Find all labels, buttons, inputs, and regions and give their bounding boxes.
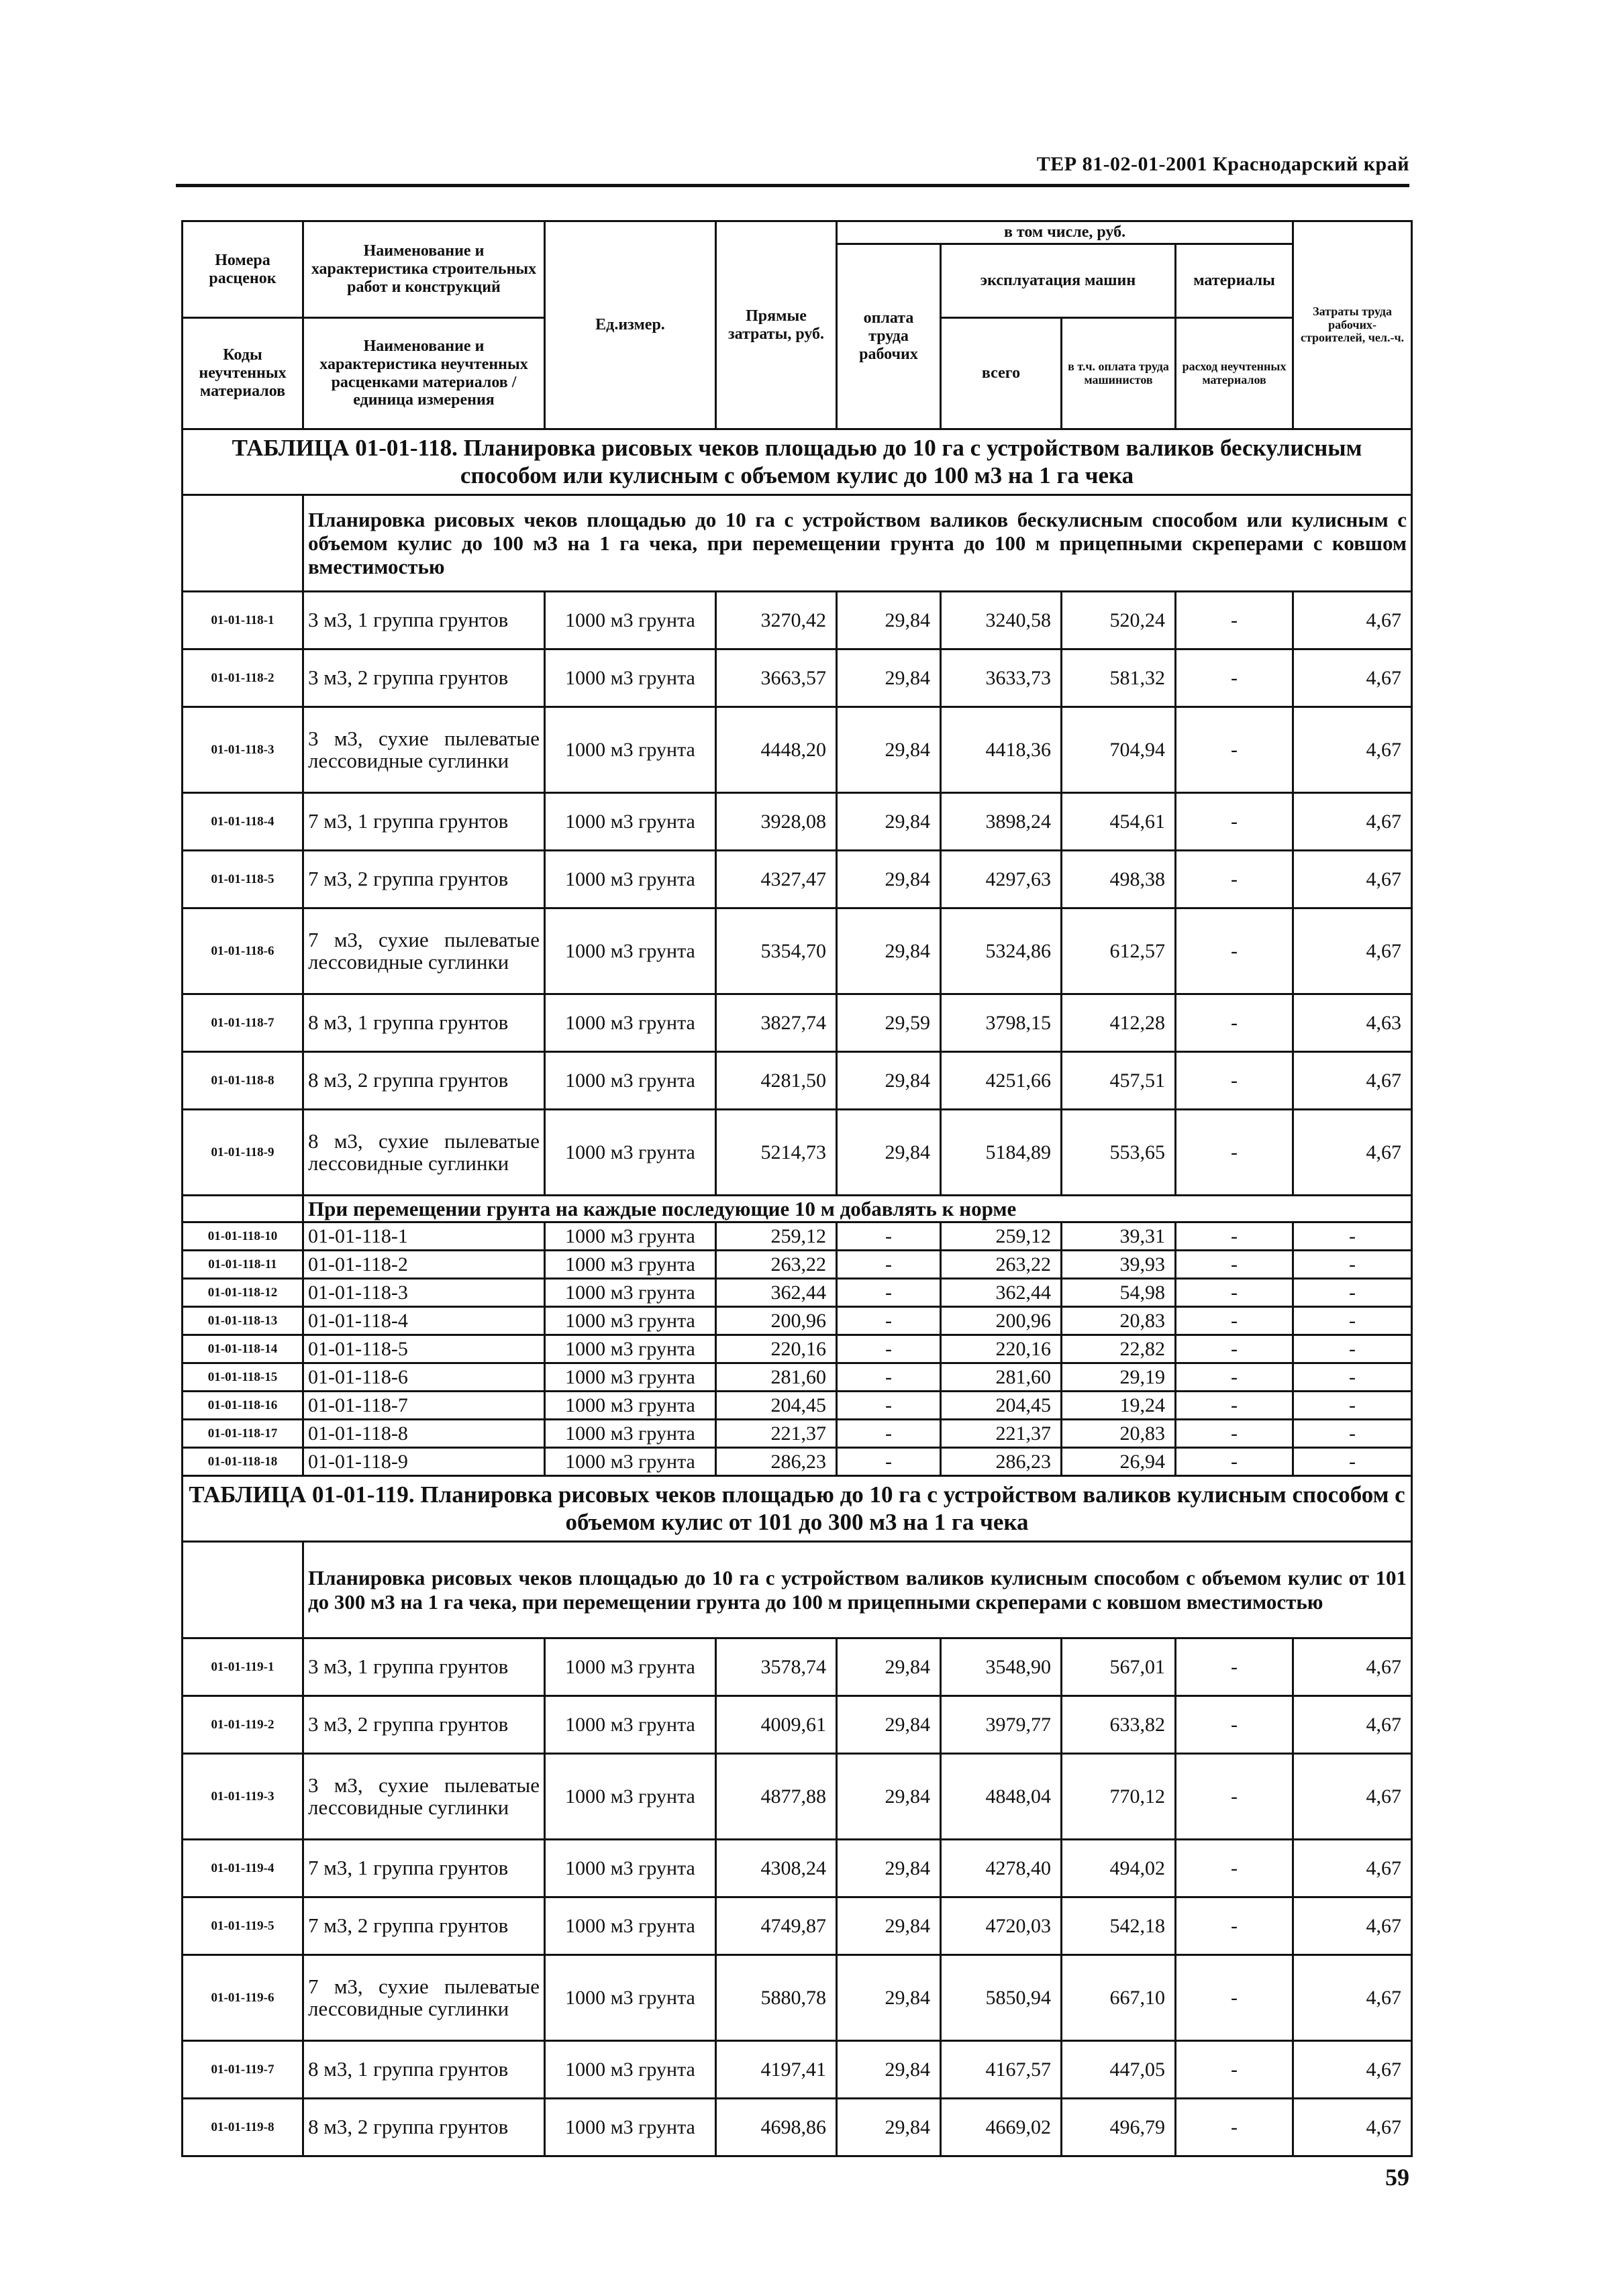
- labor: -: [1293, 1307, 1412, 1335]
- table-row: [183, 1696, 1412, 1754]
- unit: 1000 м3 грунта: [545, 1279, 716, 1307]
- table-row: [183, 1392, 1412, 1420]
- labor: 4,67: [1293, 1840, 1412, 1897]
- operators-wage: 22,82: [1062, 1335, 1176, 1363]
- table-title: ТАБЛИЦА 01-01-118. Планировка рисовых чеков площадью до 10 га с устройством валиков бескулисным способом или кулисным с объемом кулис до 100 м3 на 1 га чека: [183, 429, 1412, 495]
- direct-costs: 5880,78: [716, 1955, 837, 2041]
- labor: 4,67: [1293, 1638, 1412, 1696]
- table-row: [183, 1279, 1412, 1307]
- rate-code: 01-01-118-5: [183, 851, 303, 908]
- unit: 1000 м3 грунта: [545, 1638, 716, 1696]
- materials: -: [1176, 1110, 1293, 1196]
- work-name: 3 м3, 1 группа грунтов: [303, 1638, 545, 1696]
- machines-total: 4669,02: [941, 2099, 1062, 2156]
- col-work-name: Наименование и характеристика строительных работ и конструкций: [303, 221, 545, 318]
- materials: -: [1176, 851, 1293, 908]
- table-row: [183, 707, 1412, 793]
- materials: -: [1176, 1955, 1293, 2041]
- direct-costs: 4281,50: [716, 1052, 837, 1110]
- col-unaccounted-codes: Коды неучтенных материалов: [183, 318, 303, 429]
- rate-code: 01-01-119-2: [183, 1696, 303, 1754]
- operators-wage: 612,57: [1062, 908, 1176, 994]
- labor: 4,67: [1293, 649, 1412, 707]
- labor: 4,67: [1293, 2099, 1412, 2156]
- header-rule: [176, 184, 1409, 187]
- unit: 1000 м3 грунта: [545, 1052, 716, 1110]
- wage: 29,84: [837, 1638, 941, 1696]
- labor: -: [1293, 1335, 1412, 1363]
- operators-wage: 667,10: [1062, 1955, 1176, 2041]
- direct-costs: 3578,74: [716, 1638, 837, 1696]
- labor: 4,63: [1293, 994, 1412, 1052]
- unit: 1000 м3 грунта: [545, 1420, 716, 1448]
- operators-wage: 447,05: [1062, 2041, 1176, 2099]
- table-row: [183, 1840, 1412, 1897]
- wage: -: [837, 1335, 941, 1363]
- unit: 1000 м3 грунта: [545, 1363, 716, 1392]
- work-name: 01-01-118-2: [303, 1251, 545, 1279]
- work-name: 7 м3, сухие пылеватые лессовидные суглинки: [303, 908, 545, 994]
- table-row: [183, 1897, 1412, 1955]
- materials: -: [1176, 1279, 1293, 1307]
- empty-cell: [183, 495, 303, 592]
- unit: 1000 м3 грунта: [545, 994, 716, 1052]
- direct-costs: 3663,57: [716, 649, 837, 707]
- wage: -: [837, 1363, 941, 1392]
- col-machines-total: всего: [941, 318, 1062, 429]
- labor: -: [1293, 1448, 1412, 1476]
- machines-total: 362,44: [941, 1279, 1062, 1307]
- rate-code: 01-01-118-9: [183, 1110, 303, 1196]
- wage: 29,84: [837, 2041, 941, 2099]
- operators-wage: 26,94: [1062, 1448, 1176, 1476]
- col-operators-wage: в т.ч. оплата труда машинистов: [1062, 318, 1176, 429]
- materials: -: [1176, 1420, 1293, 1448]
- labor: 4,67: [1293, 2041, 1412, 2099]
- operators-wage: 498,38: [1062, 851, 1176, 908]
- work-name: 01-01-118-6: [303, 1363, 545, 1392]
- materials: -: [1176, 1251, 1293, 1279]
- rates-table: [181, 220, 1413, 2157]
- wage: 29,84: [837, 1955, 941, 2041]
- work-name: 01-01-118-7: [303, 1392, 545, 1420]
- work-name: 01-01-118-9: [303, 1448, 545, 1476]
- rate-code: 01-01-119-1: [183, 1638, 303, 1696]
- machines-total: 5324,86: [941, 908, 1062, 994]
- direct-costs: 3827,74: [716, 994, 837, 1052]
- table-row: [183, 1052, 1412, 1110]
- materials: -: [1176, 1754, 1293, 1840]
- labor: -: [1293, 1222, 1412, 1251]
- work-name: 7 м3, 1 группа грунтов: [303, 1840, 545, 1897]
- work-name: 8 м3, 2 группа грунтов: [303, 2099, 545, 2156]
- machines-total: 3979,77: [941, 1696, 1062, 1754]
- materials: -: [1176, 1307, 1293, 1335]
- direct-costs: 5354,70: [716, 908, 837, 994]
- materials: -: [1176, 1222, 1293, 1251]
- direct-costs: 221,37: [716, 1420, 837, 1448]
- work-name: 8 м3, 2 группа грунтов: [303, 1052, 545, 1110]
- page-header: ТЕР 81-02-01-2001 Краснодарский край: [1036, 153, 1409, 175]
- work-name: 01-01-118-4: [303, 1307, 545, 1335]
- operators-wage: 542,18: [1062, 1897, 1176, 1955]
- work-name: 01-01-118-5: [303, 1335, 545, 1363]
- labor: 4,67: [1293, 1696, 1412, 1754]
- table-row: [183, 1251, 1412, 1279]
- work-name: 7 м3, сухие пылеватые лессовидные суглинки: [303, 1955, 545, 2041]
- direct-costs: 362,44: [716, 1279, 837, 1307]
- rate-code: 01-01-118-14: [183, 1335, 303, 1363]
- table-title-row: [183, 429, 1412, 495]
- table-row: [183, 1955, 1412, 2041]
- operators-wage: 496,79: [1062, 2099, 1176, 2156]
- machines-total: 200,96: [941, 1307, 1062, 1335]
- wage: -: [837, 1279, 941, 1307]
- rate-code: 01-01-118-7: [183, 994, 303, 1052]
- rate-code: 01-01-119-4: [183, 1840, 303, 1897]
- work-name: 8 м3, 1 группа грунтов: [303, 994, 545, 1052]
- operators-wage: 567,01: [1062, 1638, 1176, 1696]
- operators-wage: 20,83: [1062, 1420, 1176, 1448]
- operators-wage: 704,94: [1062, 707, 1176, 793]
- col-direct-costs: Прямые затраты, руб.: [716, 221, 837, 429]
- table-row: [183, 793, 1412, 851]
- machines-total: 4278,40: [941, 1840, 1062, 1897]
- empty-cell: [183, 1196, 303, 1222]
- wage: 29,84: [837, 2099, 941, 2156]
- operators-wage: 581,32: [1062, 649, 1176, 707]
- materials: -: [1176, 1696, 1293, 1754]
- unit: 1000 м3 грунта: [545, 592, 716, 649]
- table-row: [183, 649, 1412, 707]
- table-title: ТАБЛИЦА 01-01-119. Планировка рисовых чеков площадью до 10 га с устройством валиков кулисным способом с объемом кулис от 101 до 300 м3 на 1 га чека: [183, 1476, 1412, 1542]
- operators-wage: 412,28: [1062, 994, 1176, 1052]
- wage: 29,84: [837, 1052, 941, 1110]
- labor: 4,67: [1293, 793, 1412, 851]
- direct-costs: 4448,20: [716, 707, 837, 793]
- direct-costs: 220,16: [716, 1335, 837, 1363]
- table-row: [183, 1363, 1412, 1392]
- labor: 4,67: [1293, 592, 1412, 649]
- work-name: 01-01-118-1: [303, 1222, 545, 1251]
- direct-costs: 4197,41: [716, 2041, 837, 2099]
- rate-code: 01-01-119-3: [183, 1754, 303, 1840]
- col-labor: Затраты труда рабочих-строителей, чел.-ч.: [1293, 221, 1412, 429]
- machines-total: 259,12: [941, 1222, 1062, 1251]
- materials: -: [1176, 2099, 1293, 2156]
- wage: 29,84: [837, 1840, 941, 1897]
- wage: 29,84: [837, 1754, 941, 1840]
- rate-code: 01-01-118-2: [183, 649, 303, 707]
- labor: -: [1293, 1420, 1412, 1448]
- table-row: [183, 1448, 1412, 1476]
- table-subtitle-row: [183, 495, 1412, 592]
- table-subtitle: Планировка рисовых чеков площадью до 10 га с устройством валиков бескулисным способом или кулисным с объемом кулис до 100 м3 на 1 га чека, при перемещении грунта до 100 м прицепными скреперами с ковшом вместимостью: [303, 495, 1412, 592]
- wage: -: [837, 1222, 941, 1251]
- work-name: 8 м3, 1 группа грунтов: [303, 2041, 545, 2099]
- materials: -: [1176, 1638, 1293, 1696]
- rate-code: 01-01-118-10: [183, 1222, 303, 1251]
- empty-cell: [183, 1542, 303, 1638]
- unit: 1000 м3 грунта: [545, 1251, 716, 1279]
- unit: 1000 м3 грунта: [545, 707, 716, 793]
- labor: -: [1293, 1251, 1412, 1279]
- operators-wage: 29,19: [1062, 1363, 1176, 1392]
- operators-wage: 454,61: [1062, 793, 1176, 851]
- table-title-row: [183, 1476, 1412, 1542]
- wage: 29,84: [837, 1110, 941, 1196]
- col-including: в том числе, руб.: [837, 221, 1293, 244]
- addition-title-row: [183, 1196, 1412, 1222]
- machines-total: 281,60: [941, 1363, 1062, 1392]
- wage: -: [837, 1420, 941, 1448]
- col-machine-operation: эксплуатация машин: [941, 244, 1176, 318]
- operators-wage: 19,24: [1062, 1392, 1176, 1420]
- direct-costs: 286,23: [716, 1448, 837, 1476]
- unit: 1000 м3 грунта: [545, 1335, 716, 1363]
- wage: 29,84: [837, 793, 941, 851]
- direct-costs: 4749,87: [716, 1897, 837, 1955]
- labor: 4,67: [1293, 1897, 1412, 1955]
- unit: 1000 м3 грунта: [545, 1307, 716, 1335]
- table-row: [183, 1754, 1412, 1840]
- unit: 1000 м3 грунта: [545, 908, 716, 994]
- direct-costs: 259,12: [716, 1222, 837, 1251]
- direct-costs: 4327,47: [716, 851, 837, 908]
- materials: -: [1176, 707, 1293, 793]
- direct-costs: 4698,86: [716, 2099, 837, 2156]
- machines-total: 221,37: [941, 1420, 1062, 1448]
- machines-total: 4297,63: [941, 851, 1062, 908]
- operators-wage: 770,12: [1062, 1754, 1176, 1840]
- direct-costs: 204,45: [716, 1392, 837, 1420]
- rate-code: 01-01-118-17: [183, 1420, 303, 1448]
- operators-wage: 633,82: [1062, 1696, 1176, 1754]
- rate-code: 01-01-118-16: [183, 1392, 303, 1420]
- direct-costs: 263,22: [716, 1251, 837, 1279]
- unit: 1000 м3 грунта: [545, 1754, 716, 1840]
- materials: -: [1176, 1392, 1293, 1420]
- table-row: [183, 1307, 1412, 1335]
- table-row: [183, 908, 1412, 994]
- wage: 29,84: [837, 649, 941, 707]
- unit: 1000 м3 грунта: [545, 1696, 716, 1754]
- operators-wage: 39,31: [1062, 1222, 1176, 1251]
- unit: 1000 м3 грунта: [545, 793, 716, 851]
- machines-total: 220,16: [941, 1335, 1062, 1363]
- table-subtitle: Планировка рисовых чеков площадью до 10 га с устройством валиков кулисным способом с объемом кулис от 101 до 300 м3 на 1 га чека, при перемещении грунта до 100 м прицепными скреперами с ковшом вместимостью: [303, 1542, 1412, 1638]
- table-row: [183, 592, 1412, 649]
- rate-code: 01-01-118-13: [183, 1307, 303, 1335]
- machines-total: 263,22: [941, 1251, 1062, 1279]
- work-name: 01-01-118-3: [303, 1279, 545, 1307]
- work-name: 3 м3, 2 группа грунтов: [303, 649, 545, 707]
- direct-costs: 3928,08: [716, 793, 837, 851]
- table-subtitle-row: [183, 1542, 1412, 1638]
- work-name: 3 м3, сухие пылеватые лессовидные суглинки: [303, 707, 545, 793]
- unit: 1000 м3 грунта: [545, 1840, 716, 1897]
- labor: 4,67: [1293, 1754, 1412, 1840]
- col-materials: материалы: [1176, 244, 1293, 318]
- machines-total: 204,45: [941, 1392, 1062, 1420]
- materials: -: [1176, 1335, 1293, 1363]
- work-name: 3 м3, сухие пылеватые лессовидные суглинки: [303, 1754, 545, 1840]
- labor: 4,67: [1293, 707, 1412, 793]
- rate-code: 01-01-119-8: [183, 2099, 303, 2156]
- wage: -: [837, 1448, 941, 1476]
- unit: 1000 м3 грунта: [545, 1897, 716, 1955]
- work-name: 7 м3, 2 группа грунтов: [303, 851, 545, 908]
- materials: -: [1176, 2041, 1293, 2099]
- col-unit: Ед.измер.: [545, 221, 716, 429]
- materials: -: [1176, 994, 1293, 1052]
- unit: 1000 м3 грунта: [545, 1955, 716, 2041]
- machines-total: 3798,15: [941, 994, 1062, 1052]
- labor: 4,67: [1293, 851, 1412, 908]
- work-name: 7 м3, 2 группа грунтов: [303, 1897, 545, 1955]
- rate-code: 01-01-118-12: [183, 1279, 303, 1307]
- wage: 29,84: [837, 592, 941, 649]
- labor: 4,67: [1293, 1955, 1412, 2041]
- materials: -: [1176, 1897, 1293, 1955]
- unit: 1000 м3 грунта: [545, 1448, 716, 1476]
- direct-costs: 3270,42: [716, 592, 837, 649]
- machines-total: 3548,90: [941, 1638, 1062, 1696]
- rate-code: 01-01-118-6: [183, 908, 303, 994]
- labor: 4,67: [1293, 1110, 1412, 1196]
- operators-wage: 553,65: [1062, 1110, 1176, 1196]
- operators-wage: 20,83: [1062, 1307, 1176, 1335]
- rate-code: 01-01-118-1: [183, 592, 303, 649]
- unit: 1000 м3 грунта: [545, 1222, 716, 1251]
- labor: -: [1293, 1279, 1412, 1307]
- table-row: [183, 851, 1412, 908]
- wage: 29,84: [837, 707, 941, 793]
- rate-code: 01-01-118-11: [183, 1251, 303, 1279]
- table-row: [183, 994, 1412, 1052]
- rate-code: 01-01-118-15: [183, 1363, 303, 1392]
- machines-total: 4720,03: [941, 1897, 1062, 1955]
- machines-total: 4418,36: [941, 707, 1062, 793]
- unit: 1000 м3 грунта: [545, 2099, 716, 2156]
- col-wage: оплата труда рабочих: [837, 244, 941, 429]
- machines-total: 3633,73: [941, 649, 1062, 707]
- col-rates-number: Номера расценок: [183, 221, 303, 318]
- direct-costs: 281,60: [716, 1363, 837, 1392]
- wage: 29,84: [837, 1696, 941, 1754]
- rate-code: 01-01-118-3: [183, 707, 303, 793]
- table-row: [183, 2041, 1412, 2099]
- wage: 29,84: [837, 908, 941, 994]
- work-name: 7 м3, 1 группа грунтов: [303, 793, 545, 851]
- direct-costs: 200,96: [716, 1307, 837, 1335]
- addition-title: При перемещении грунта на каждые последующие 10 м добавлять к норме: [303, 1196, 1412, 1222]
- direct-costs: 4009,61: [716, 1696, 837, 1754]
- work-name: 3 м3, 2 группа грунтов: [303, 1696, 545, 1754]
- table-row: [183, 1222, 1412, 1251]
- operators-wage: 494,02: [1062, 1840, 1176, 1897]
- wage: -: [837, 1251, 941, 1279]
- machines-total: 5850,94: [941, 1955, 1062, 2041]
- table-row: [183, 1638, 1412, 1696]
- wage: -: [837, 1392, 941, 1420]
- table-row: [183, 2099, 1412, 2156]
- page-number: 59: [1385, 2164, 1409, 2191]
- labor: -: [1293, 1392, 1412, 1420]
- operators-wage: 39,93: [1062, 1251, 1176, 1279]
- rate-code: 01-01-119-6: [183, 1955, 303, 2041]
- materials: -: [1176, 908, 1293, 994]
- unit: 1000 м3 грунта: [545, 1392, 716, 1420]
- materials: -: [1176, 793, 1293, 851]
- labor: 4,67: [1293, 908, 1412, 994]
- work-name: 8 м3, сухие пылеватые лессовидные суглинки: [303, 1110, 545, 1196]
- table-row: [183, 1420, 1412, 1448]
- operators-wage: 520,24: [1062, 592, 1176, 649]
- table-row: [183, 1335, 1412, 1363]
- materials: -: [1176, 1363, 1293, 1392]
- machines-total: 4848,04: [941, 1754, 1062, 1840]
- materials: -: [1176, 649, 1293, 707]
- machines-total: 4251,66: [941, 1052, 1062, 1110]
- rate-code: 01-01-118-8: [183, 1052, 303, 1110]
- labor: 4,67: [1293, 1052, 1412, 1110]
- rate-code: 01-01-119-7: [183, 2041, 303, 2099]
- machines-total: 5184,89: [941, 1110, 1062, 1196]
- materials: -: [1176, 592, 1293, 649]
- work-name: 01-01-118-8: [303, 1420, 545, 1448]
- wage: -: [837, 1307, 941, 1335]
- labor: -: [1293, 1363, 1412, 1392]
- operators-wage: 457,51: [1062, 1052, 1176, 1110]
- unit: 1000 м3 грунта: [545, 649, 716, 707]
- materials: -: [1176, 1052, 1293, 1110]
- direct-costs: 4877,88: [716, 1754, 837, 1840]
- unit: 1000 м3 грунта: [545, 1110, 716, 1196]
- wage: 29,84: [837, 851, 941, 908]
- direct-costs: 4308,24: [716, 1840, 837, 1897]
- materials: -: [1176, 1840, 1293, 1897]
- work-name: 3 м3, 1 группа грунтов: [303, 592, 545, 649]
- machines-total: 286,23: [941, 1448, 1062, 1476]
- machines-total: 3898,24: [941, 793, 1062, 851]
- col-unaccounted-consumption: расход неучтенных материалов: [1176, 318, 1293, 429]
- table-row: [183, 1110, 1412, 1196]
- unit: 1000 м3 грунта: [545, 851, 716, 908]
- machines-total: 4167,57: [941, 2041, 1062, 2099]
- direct-costs: 5214,73: [716, 1110, 837, 1196]
- materials: -: [1176, 1448, 1293, 1476]
- unit: 1000 м3 грунта: [545, 2041, 716, 2099]
- wage: 29,59: [837, 994, 941, 1052]
- rate-code: 01-01-118-18: [183, 1448, 303, 1476]
- rate-code: 01-01-119-5: [183, 1897, 303, 1955]
- operators-wage: 54,98: [1062, 1279, 1176, 1307]
- rate-code: 01-01-118-4: [183, 793, 303, 851]
- col-unaccounted-name: Наименование и характеристика неучтенных расценками материалов / единица измерения: [303, 318, 545, 429]
- machines-total: 3240,58: [941, 592, 1062, 649]
- wage: 29,84: [837, 1897, 941, 1955]
